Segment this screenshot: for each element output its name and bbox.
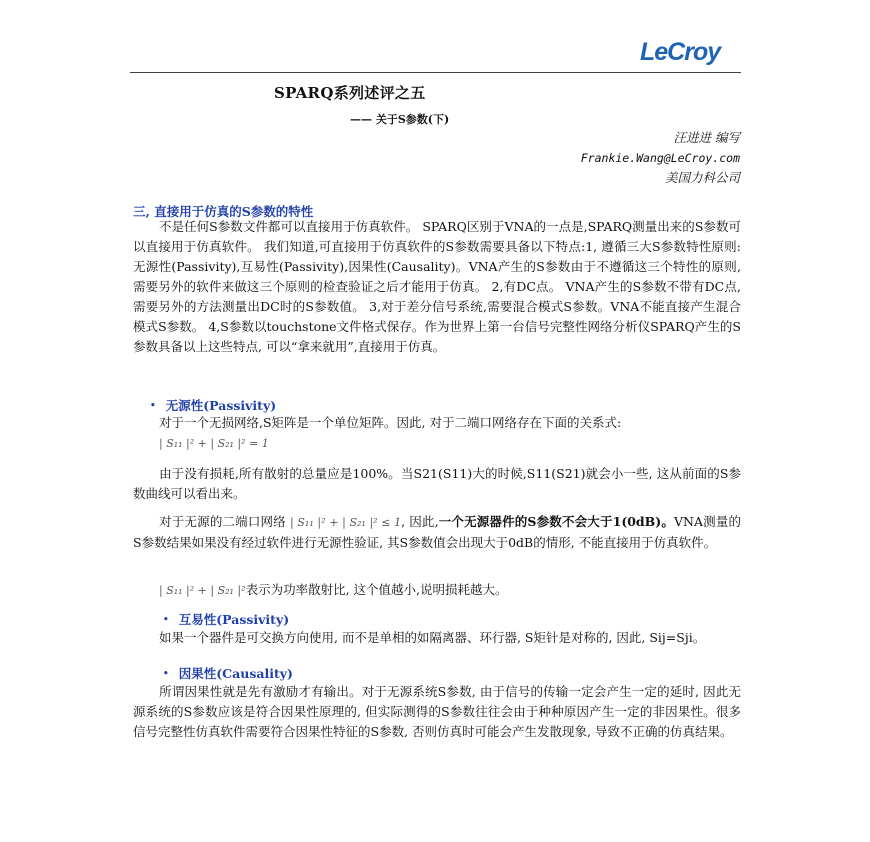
header-divider <box>130 72 741 73</box>
passivity-heading <box>150 396 276 414</box>
lossless-formula: | S₁₁ |² + | S₂₁ |² = 1 <box>159 437 269 450</box>
section-heading: 三, 直接用于仿真的S参数的特性 <box>133 204 314 219</box>
bullet-icon: • <box>163 615 169 625</box>
passivity-mid: , 因此, <box>401 514 439 529</box>
author-company: 美国力科公司 <box>664 170 740 185</box>
author-name: 汪进进 编写 <box>673 130 740 145</box>
reciprocity-text: 如果一个器件是可交换方向使用, 而不是单相的如隔离器、环行器, S矩针是对称的, 因此, Sij=Sji。 <box>159 630 706 645</box>
passivity-lead: 对于无源的二端口网络 <box>159 514 286 529</box>
intro-paragraph <box>133 217 741 397</box>
reciprocity-heading-text: 互易性(Passivity) <box>178 612 290 627</box>
causality-heading-text: 因果性(Causality) <box>178 666 293 681</box>
bullet-icon: • <box>150 401 156 411</box>
passivity-text-1: 对于一个无损网络,S矩阵是一个单位矩阵。因此, 对于二端口网络存在下面的关系式: <box>159 415 622 430</box>
power-ratio-formula: | S₁₁ |² + | S₂₁ |² <box>159 584 246 597</box>
document-subtitle: —— 关于S参数(下) <box>350 113 450 126</box>
passivity-paragraph-2 <box>133 464 741 504</box>
passivity-text-2: 由于没有损耗,所有散射的总量应是100%。当S21(S11)大的时候,S11(S21)就会小一些, 这从前面的S参数曲线可以看出来。 <box>133 466 741 501</box>
causality-paragraph <box>133 682 741 742</box>
bullet-icon: • <box>163 669 169 679</box>
passivity-paragraph-4 <box>133 580 741 601</box>
causality-heading <box>163 664 293 682</box>
passive-formula: | S₁₁ |² + | S₂₁ |² ≤ 1 <box>290 516 402 529</box>
intro-text: 不是任何S参数文件都可以直接用于仿真软件。 SPARQ区别于VNA的一点是,SPARQ测量出来的S参数可以直接用于仿真软件。 我们知道,可直接用于仿真软件的S参数需要具备以下特点:1, 遵循三大S参数特性原则:无源性(Passivity),互易性(Passivity),因果性(Causality)。VNA产生的S参数由于不遵循这三个特性的原则,需要另外的软件来做这三个原则的检查验证之后才能用于仿真。 2,有DC点。 VNA产生的S参数不带有DC点,需要另外的方法测量出DC时的S参数值。 3,对于差分信号系统,需要混合模式S参数。VNA不能直接产生混合模式S参数。 4,S参数以touchstone文件格式保存。作为世界上第一台信号完整性网络分析仪SPARQ产生的S参数具备以上这些特点, 可以“拿来就用”,直接用于仿真。 <box>133 219 741 354</box>
passivity-paragraph-1 <box>133 413 741 454</box>
lecroy-logo: LeCroy <box>640 38 721 66</box>
author-block <box>581 128 740 188</box>
causality-text: 所谓因果性就是先有激励才有输出。对于无源系统S参数, 由于信号的传输一定会产生一定的延时, 因此无源系统的S参数应该是符合因果性原理的, 但实际测得的S参数往往会由于种种原因产生一定的非因果性。很多信号完整性仿真软件需要符合因果性特征的S参数, 否则仿真时可能会产生发散现象, 导致不正确的仿真结果。 <box>133 684 741 739</box>
author-email: Frankie.Wang@LeCroy.com <box>580 151 740 165</box>
passivity-tail: VNA测量的S参数结果如果没有经过软件进行无源性验证, 其S参数值会出现大于0dB的情形, 不能直接用于仿真软件。 <box>133 514 741 550</box>
passivity-key-statement: 一个无源器件的S参数不会大于1(0dB)。 <box>438 514 674 529</box>
passivity-paragraph-3 <box>133 512 741 553</box>
document-title: SPARQ系列述评之五 <box>274 84 426 102</box>
reciprocity-heading <box>163 610 289 628</box>
passivity-heading-text: 无源性(Passivity) <box>165 398 277 413</box>
reciprocity-paragraph <box>133 628 741 648</box>
passivity-text-4: 表示为功率散射比, 这个值越小,说明损耗越大。 <box>245 582 508 597</box>
